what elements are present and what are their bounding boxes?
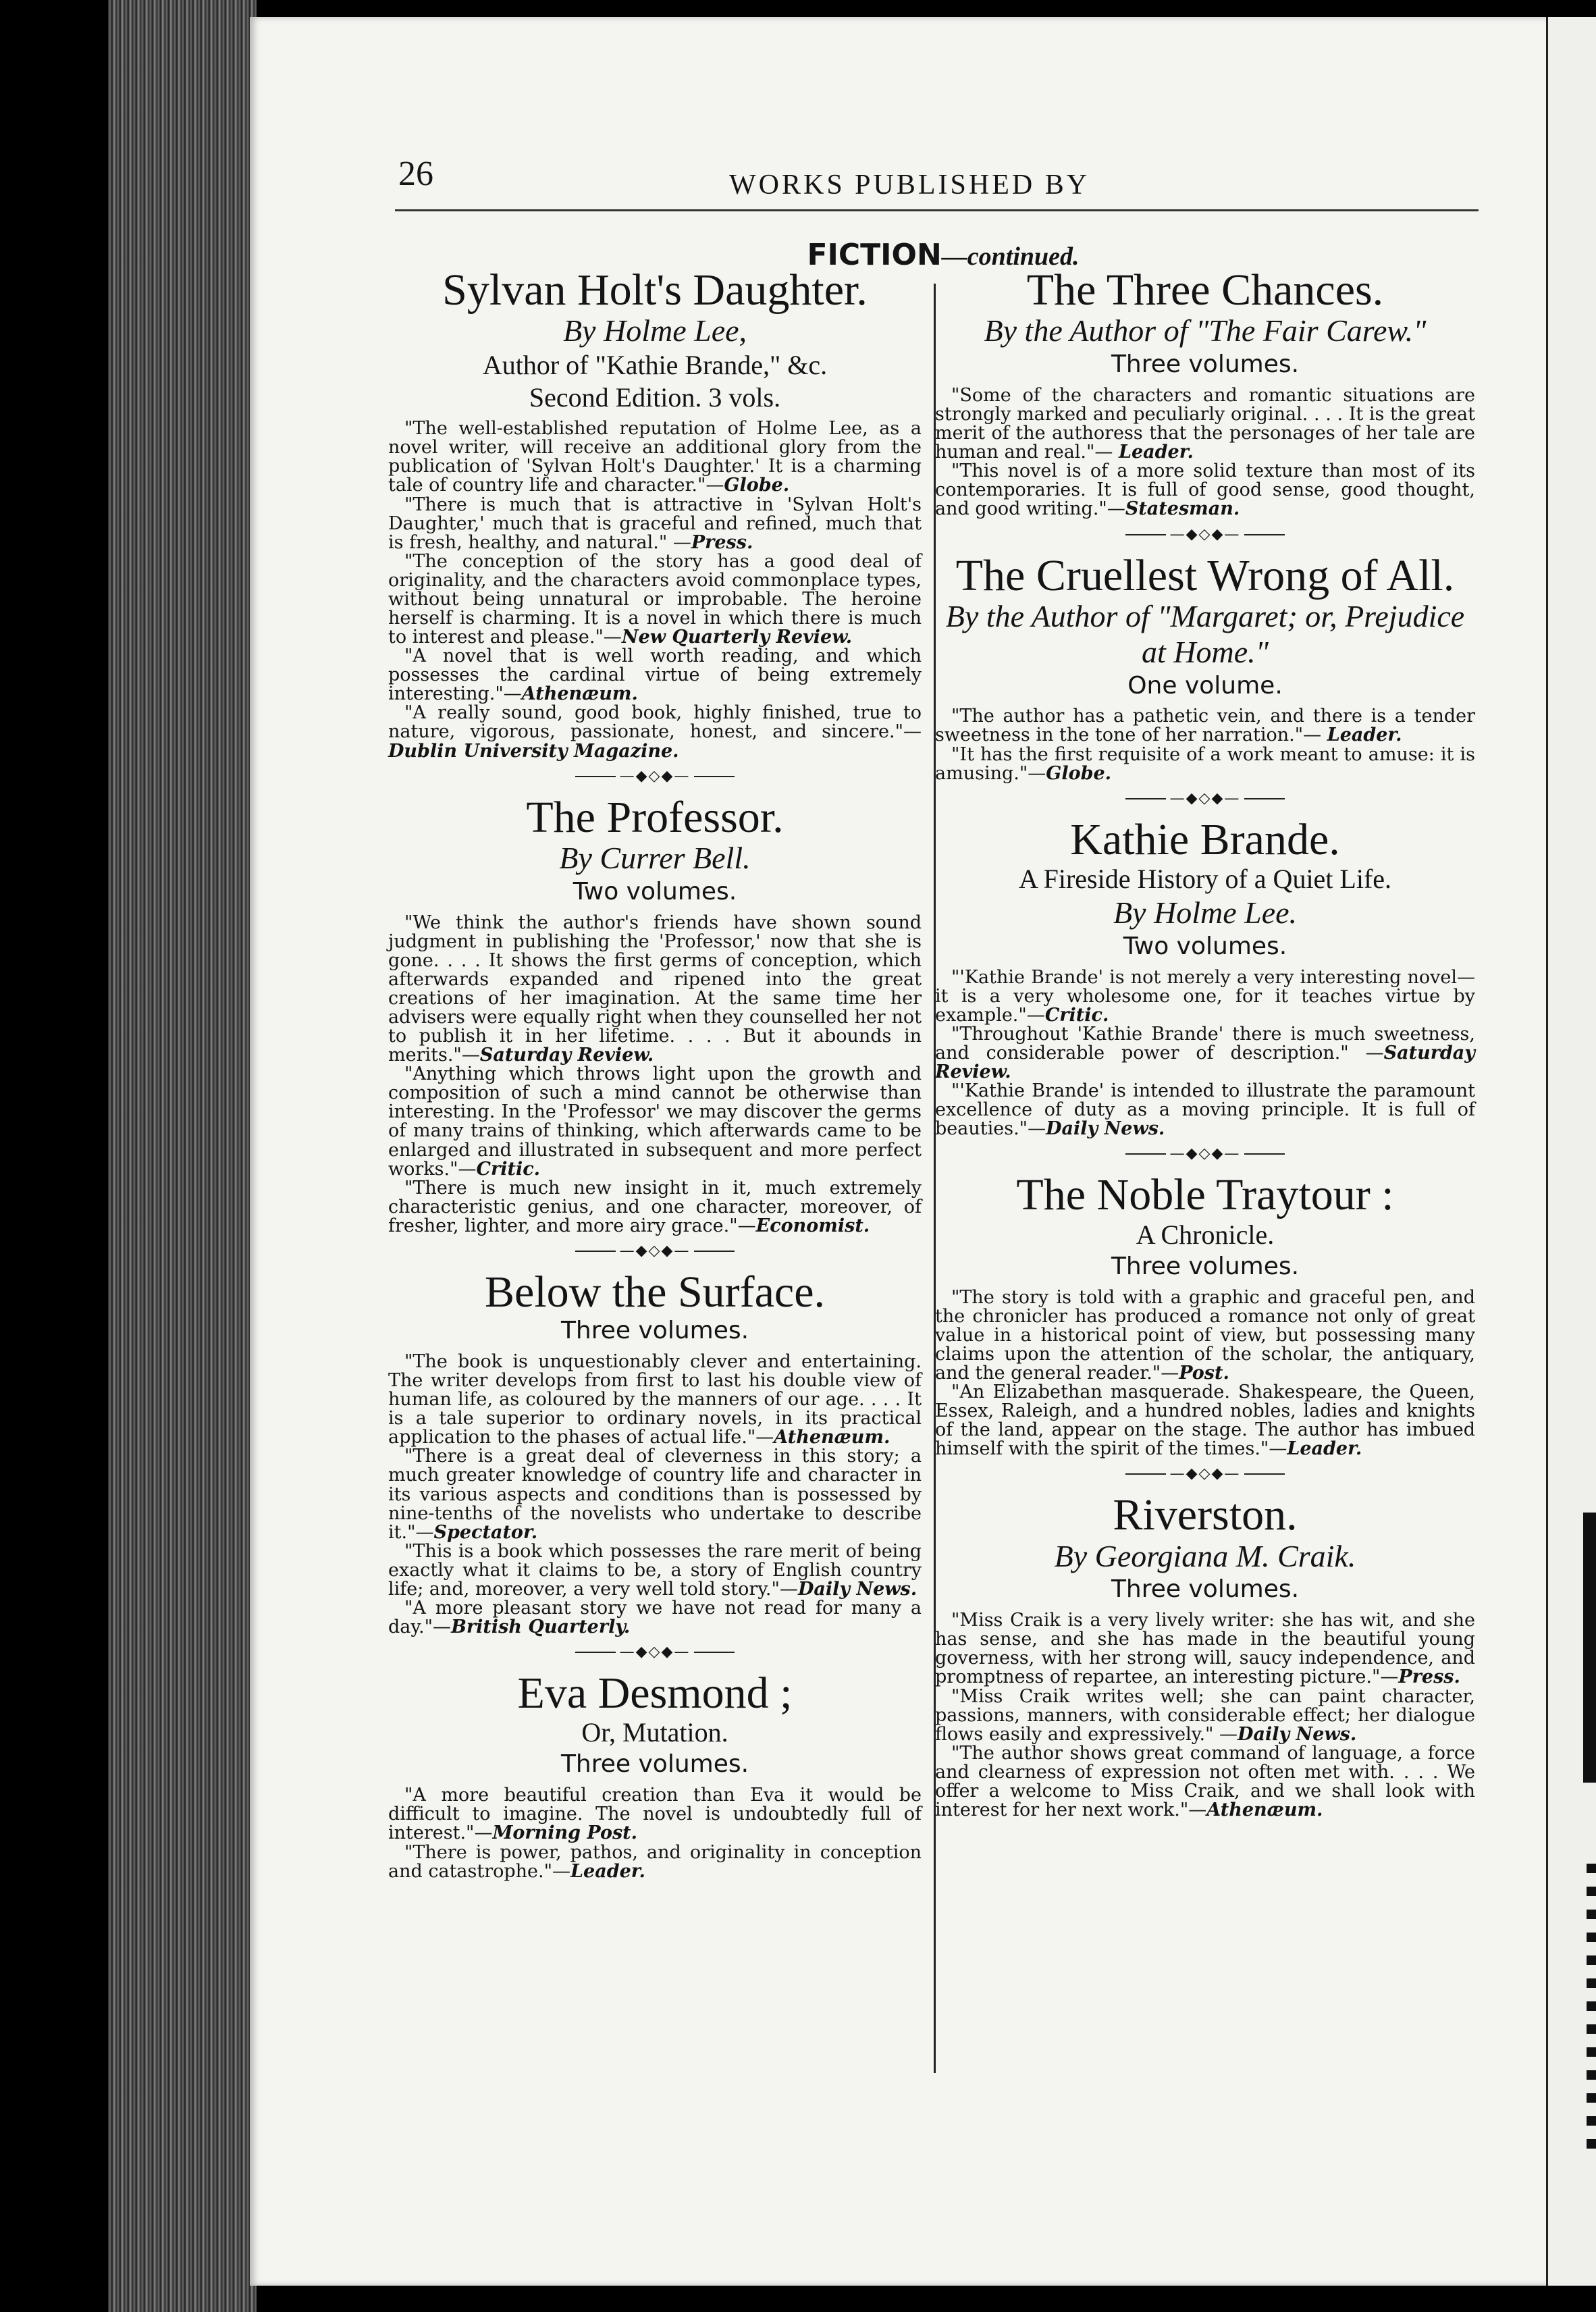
review-quote (935, 1687, 1475, 1744)
book-author: By Georgiana M. Craik. (1054, 1538, 1356, 1573)
quote-text: "'Kathie Brande' is intended to illustrate the paramount excellence of duty as a moving principle. It is full of beauties."— (935, 1080, 1475, 1140)
review-quote (935, 1383, 1475, 1459)
book-volumes: One volume. (1127, 671, 1283, 700)
book-subtitle: Second Edition. 3 vols. (529, 382, 781, 413)
quote-source: Press. (691, 531, 753, 553)
review-quote (935, 1082, 1475, 1138)
quote-source: Press. (1398, 1666, 1460, 1688)
quote-text: "The book is unquestionably clever and entertaining. The writer develops from first to last his double view of human life, as coloured by the manners of our age. . . . It is a tale superior to ordinary novels, in its practical application to the phases of actual life."— (388, 1351, 922, 1448)
quote-text: "There is much that is attractive in 'Sylvan Holt's Daughter,' much that is graceful and refined, much that is fresh, healthy, and natural." — (388, 494, 922, 553)
book-entry (388, 794, 922, 908)
book-entry (388, 1269, 922, 1347)
book-entry (388, 1670, 922, 1781)
review-quote (388, 647, 922, 704)
book-title: The Professor. (526, 792, 784, 842)
quote-source: Daily News. (1238, 1723, 1357, 1745)
quote-source: Daily News. (797, 1578, 917, 1600)
ornament-divider: —◆◇◆— (388, 768, 922, 785)
book-title: Kathie Brande. (1070, 814, 1340, 864)
review-quote (935, 707, 1475, 745)
review-quote (935, 386, 1475, 462)
book-author: By the Author of "The Fair Carew." (984, 313, 1427, 348)
quote-source: Saturday Review. (935, 1043, 1475, 1083)
review-quote (935, 745, 1475, 783)
book-subtitle: A Chronicle. (1136, 1219, 1275, 1250)
book-title: Below the Surface. (485, 1267, 825, 1317)
review-quote (388, 1786, 922, 1843)
quote-text: "There is power, pathos, and originality in conception and catastrophe."— (388, 1841, 922, 1882)
book-volumes: Three volumes. (1111, 350, 1300, 379)
book-volumes: Three volumes. (1111, 1252, 1300, 1280)
book-subtitle: Or, Mutation. (581, 1717, 728, 1748)
running-head: WORKS PUBLISHED BY (729, 169, 1090, 201)
quote-source: Saturday Review. (479, 1045, 654, 1066)
quote-text: "Some of the characters and romantic situations are strongly marked and peculiarly original. . . . It is the great merit of the authoress that the personages of her tale are human and real."— (935, 384, 1475, 463)
book-entry (935, 1172, 1475, 1282)
book-title: The Noble Traytour : (1016, 1170, 1394, 1220)
quote-text: "Throughout 'Kathie Brande' there is much sweetness, and considerable power of description." — (935, 1023, 1475, 1064)
review-quote (935, 1288, 1475, 1383)
ornament-divider: —◆◇◆— (935, 790, 1475, 807)
quote-source: Globe. (724, 475, 790, 496)
quote-text: "This novel is of a more solid texture than most of its contemporaries. It is full of good sense, good thought, and good writing."— (935, 461, 1475, 520)
quote-text: "Anything which throws light upon the growth and composition of such a mind cannot be otherwise than interesting. In the 'Professor' we may discover the germs of many trains of thinking, which afterwards came to be enlarged and illustrated in subsequent and more perfect works."— (388, 1063, 922, 1180)
ornament-divider: —◆◇◆— (388, 1644, 922, 1660)
review-quote (388, 496, 922, 552)
quote-source: Leader. (1327, 725, 1402, 746)
review-quote (935, 462, 1475, 519)
facing-page-shadow (1583, 1513, 1596, 1783)
quote-text: "A novel that is well worth reading, and which possesses the cardinal virtue of being extremely interesting."— (388, 646, 922, 705)
quote-text: "An Elizabethan masquerade. Shakespeare, the Queen, Essex, Raleigh, and a hundred nobles, ladies and knights of the land, appear on the stage. The author has imbued himself with the spirit of the times."— (935, 1381, 1475, 1460)
review-quote (935, 1611, 1475, 1687)
page-number: 26 (398, 155, 433, 193)
book-author: By the Author of "Margaret; or, Prejudice at Home." (945, 598, 1465, 669)
quote-text: "A really sound, good book, highly finished, true to nature, vigorous, passionate, honest, and sincere."— (388, 702, 922, 743)
book-author: By Currer Bell. (559, 840, 751, 875)
quote-source: Dublin University Magazine. (388, 740, 679, 762)
quote-text: "This is a book which possesses the rare merit of being exactly what it claims to be, a story of English country life; and, moreover, a very well told story."— (388, 1540, 922, 1600)
book-entry (935, 816, 1475, 963)
book-title: The Cruellest Wrong of All. (955, 550, 1455, 600)
ornament-divider: —◆◇◆— (935, 1145, 1475, 1162)
ornament-divider: —◆◇◆— (935, 526, 1475, 543)
quote-source: New Quarterly Review. (621, 627, 853, 648)
review-quote (388, 552, 922, 647)
section-title: FICTION (807, 238, 942, 272)
review-quote (935, 968, 1475, 1025)
right-column (935, 267, 1475, 1820)
review-quote (388, 704, 922, 760)
review-quote (388, 1542, 922, 1599)
book-entry (935, 552, 1475, 702)
quote-text: "A more beautiful creation than Eva it would be difficult to imagine. The novel is undoubtedly full of interest."— (388, 1785, 922, 1844)
book-author: By Holme Lee. (1113, 895, 1298, 930)
left-column (388, 267, 922, 1881)
facing-page-marks (1587, 1864, 1596, 2154)
quote-text: "Miss Craik writes well; she can paint character, passions, manners, with considerable effect; her dialogue flows easily and expressively." — (935, 1685, 1475, 1745)
quote-source: Economist. (755, 1215, 870, 1236)
quote-source: Critic. (476, 1158, 541, 1180)
book-volumes: Three volumes. (560, 1750, 749, 1779)
review-quote (388, 1843, 922, 1881)
quote-source: Athenæum. (1206, 1799, 1323, 1820)
quote-source: Spectator. (433, 1521, 538, 1543)
quote-source: Leader. (1119, 442, 1194, 463)
review-quote (935, 1025, 1475, 1082)
book-entry (935, 267, 1475, 381)
review-quote (388, 419, 922, 495)
quote-text: "A more pleasant story we have not read for many a day."— (388, 1598, 922, 1638)
quote-text: "It has the first requisite of a work meant to amuse: it is amusing."— (935, 743, 1475, 784)
quote-text: "The author shows great command of language, a force and clearness of expression not often met with. . . . We offer a welcome to Miss Craik, and we shall look with interest for her next work."— (935, 1742, 1475, 1820)
ornament-divider: —◆◇◆— (388, 1242, 922, 1259)
quote-source: British Quarterly. (451, 1617, 631, 1638)
quote-source: Statesman. (1125, 498, 1240, 520)
review-quote (388, 1179, 922, 1236)
review-quote (935, 1744, 1475, 1820)
quote-source: Critic. (1044, 1004, 1109, 1026)
quote-source: Globe. (1046, 762, 1112, 784)
quote-source: Leader. (1287, 1438, 1362, 1460)
book-page-edges (108, 0, 257, 2312)
review-quote (388, 1352, 922, 1447)
quote-source: Daily News. (1046, 1118, 1165, 1140)
book-title: Riverston. (1113, 1490, 1298, 1540)
review-quote (388, 1447, 922, 1542)
book-entry (388, 267, 922, 414)
quote-text: "Miss Craik is a very lively writer: she has wit, and she has sense, and she has made in the beautiful young governess, with her strong will, saucy independence, and promptness of repartee, an interesting picture."— (935, 1610, 1475, 1688)
book-subtitle: Author of "Kathie Brande," &c. (482, 350, 828, 381)
section-continued: —continued. (941, 242, 1080, 271)
review-quote (388, 1065, 922, 1178)
quote-text: "The story is told with a graphic and graceful pen, and the chronicler has produced a romance not only of great value in a historical point of view, but possessing many claims upon the attention of the scholar, the antiquary, and the general reader."— (935, 1286, 1475, 1384)
quote-text: "'Kathie Brande' is not merely a very interesting novel—it is a very wholesome one, for it teaches virtue by example."— (935, 966, 1475, 1026)
book-volumes: Two volumes. (1123, 932, 1287, 960)
quote-text: "The well-established reputation of Holme Lee, as a novel writer, will receive an additional glory from the publication of 'Sylvan Holt's Daughter.' It is a charming tale of country life and character."— (388, 418, 922, 496)
book-title: The Three Chances. (1026, 265, 1384, 315)
ornament-divider: —◆◇◆— (935, 1465, 1475, 1482)
book-volumes: Three volumes. (560, 1317, 749, 1345)
book-volumes: Two volumes. (573, 877, 737, 905)
quote-text: "There is a great deal of cleverness in this story; a much greater knowledge of country life and character in its various aspects and conditions than is possessed by nine-tenths of the novelists who undertake to describe it."— (388, 1446, 922, 1543)
book-entry (935, 1492, 1475, 1606)
book-subtitle: A Fireside History of a Quiet Life. (1018, 864, 1392, 895)
quote-text: "The author has a pathetic vein, and there is a tender sweetness in the tone of her narration."— (935, 706, 1475, 746)
book-title: Sylvan Holt's Daughter. (442, 265, 868, 315)
quote-text: "We think the author's friends have shown sound judgment in publishing the 'Professor,' now that she is gone. . . . It shows the first germs of conception, which afterwards expanded and ripened into the great creations of her imagination. At the same time her advisers were equally right when they counselled her not to publish it in her lifetime. . . . But it abounds in merits."— (388, 912, 922, 1066)
review-quote (388, 1599, 922, 1637)
book-volumes: Three volumes. (1111, 1575, 1300, 1604)
quote-source: Post. (1179, 1362, 1229, 1384)
quote-source: Leader. (570, 1860, 645, 1882)
quote-source: Athenæum. (774, 1427, 890, 1448)
quote-text: "There is much new insight in it, much extremely characteristic genius, and one character, moreover, of fresher, lighter, and more airy grace."— (388, 1177, 922, 1236)
quote-text: "The conception of the story has a good deal of originality, and the characters avoid commonplace types, without being unnatural or improbable. The heroine herself is charming. It is a novel in which there is much to interest and please."— (388, 550, 922, 648)
quote-source: Morning Post. (492, 1822, 638, 1844)
header-rule (395, 209, 1479, 211)
quote-source: Athenæum. (521, 683, 638, 705)
book-author: By Holme Lee, (562, 313, 747, 348)
review-quote (388, 914, 922, 1066)
book-title: Eva Desmond ; (517, 1669, 793, 1718)
